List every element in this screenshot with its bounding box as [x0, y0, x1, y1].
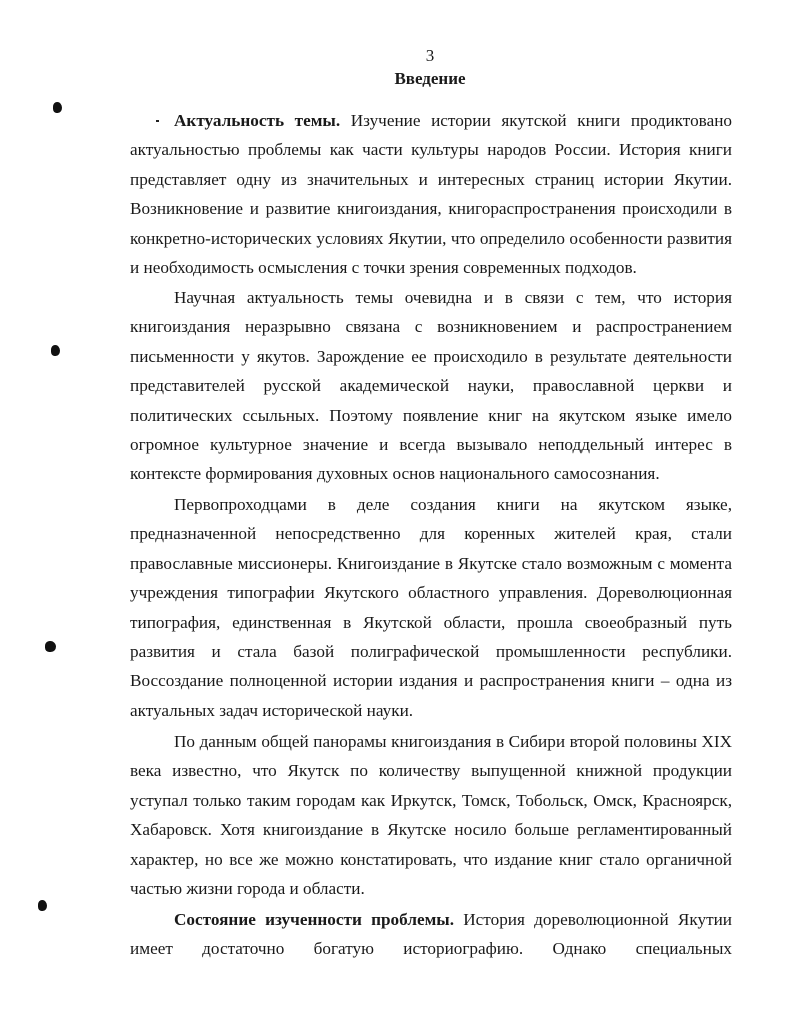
paragraph-state-of-research — [130, 905, 732, 964]
punch-hole-mark — [38, 900, 47, 911]
page-number: 3 — [425, 46, 435, 65]
paragraph-text: По данным общей панорамы книгоиздания в Сибири второй половины XIX века известно, что Якутск по количеству выпущенной книжной продукции уступал только таким городам как Иркутск, Томск, Тобольск, Омск, Красноярск, Хабаровск. Хотя книгоиздание в Якутске носило больше регламентированный характер, но все же можно констатировать, что издание книг стало органичной частью жизни города и области. — [130, 732, 732, 899]
punch-hole-mark — [51, 345, 60, 356]
paragraph-relevance — [130, 106, 732, 282]
paragraph-text: Изучение истории якутской книги продиктовано актуальностью проблемы как части культуры народов России. История книги представляет одну из значительных и интересных страниц истории Якутии. Возникновение и развитие книгоиздания, книгораспространения происходили в конкретно-исторических условиях Якутии, что определило особенности развития и необходимость осмысления с точки зрения современных подходов. — [130, 111, 732, 278]
paragraph-text: История дореволюционной Якутии имеет достаточно богатую историографию. Однако специальных — [130, 910, 732, 959]
paragraph-text: Научная актуальность темы очевидна и в связи с тем, что история книгоиздания неразрывно связана с возникновением и распространением письменности у якутов. Зарождение ее происходило в результате деятельности представителей русской академической науки, православной церкви и политических ссыльных. Поэтому появление книг на якутском языке имело огромное культурное значение и всегда вызывало неподдельный интерес в контексте формирования духовных основ национального самосознания. — [130, 288, 732, 484]
punch-hole-mark — [53, 102, 62, 113]
punch-hole-mark — [45, 641, 56, 652]
paragraph-siberia-panorama — [130, 727, 732, 903]
paragraph-lead: Состояние изученности проблемы. — [174, 910, 455, 929]
paragraph-scientific-relevance — [130, 283, 732, 489]
paragraph-text: Первопроходцами в деле создания книги на якутском языке, предназначенной непосредственно для коренных жителей края, стали православные миссионеры. Книгоиздание в Якутске стало возможным с момента учреждения типографии Якутского областного управления. Дореволюционная типография, единственная в Якутской области, прошла своеобразный путь развития и стала базой полиграфической промышленности республики. Воссоздание полноценной истории издания и распространения книги – одна из актуальных задач исторической науки. — [130, 495, 732, 720]
paragraph-pioneers — [130, 490, 732, 725]
paragraph-lead: Актуальность темы. — [174, 111, 341, 130]
page-title: Введение — [394, 69, 466, 88]
